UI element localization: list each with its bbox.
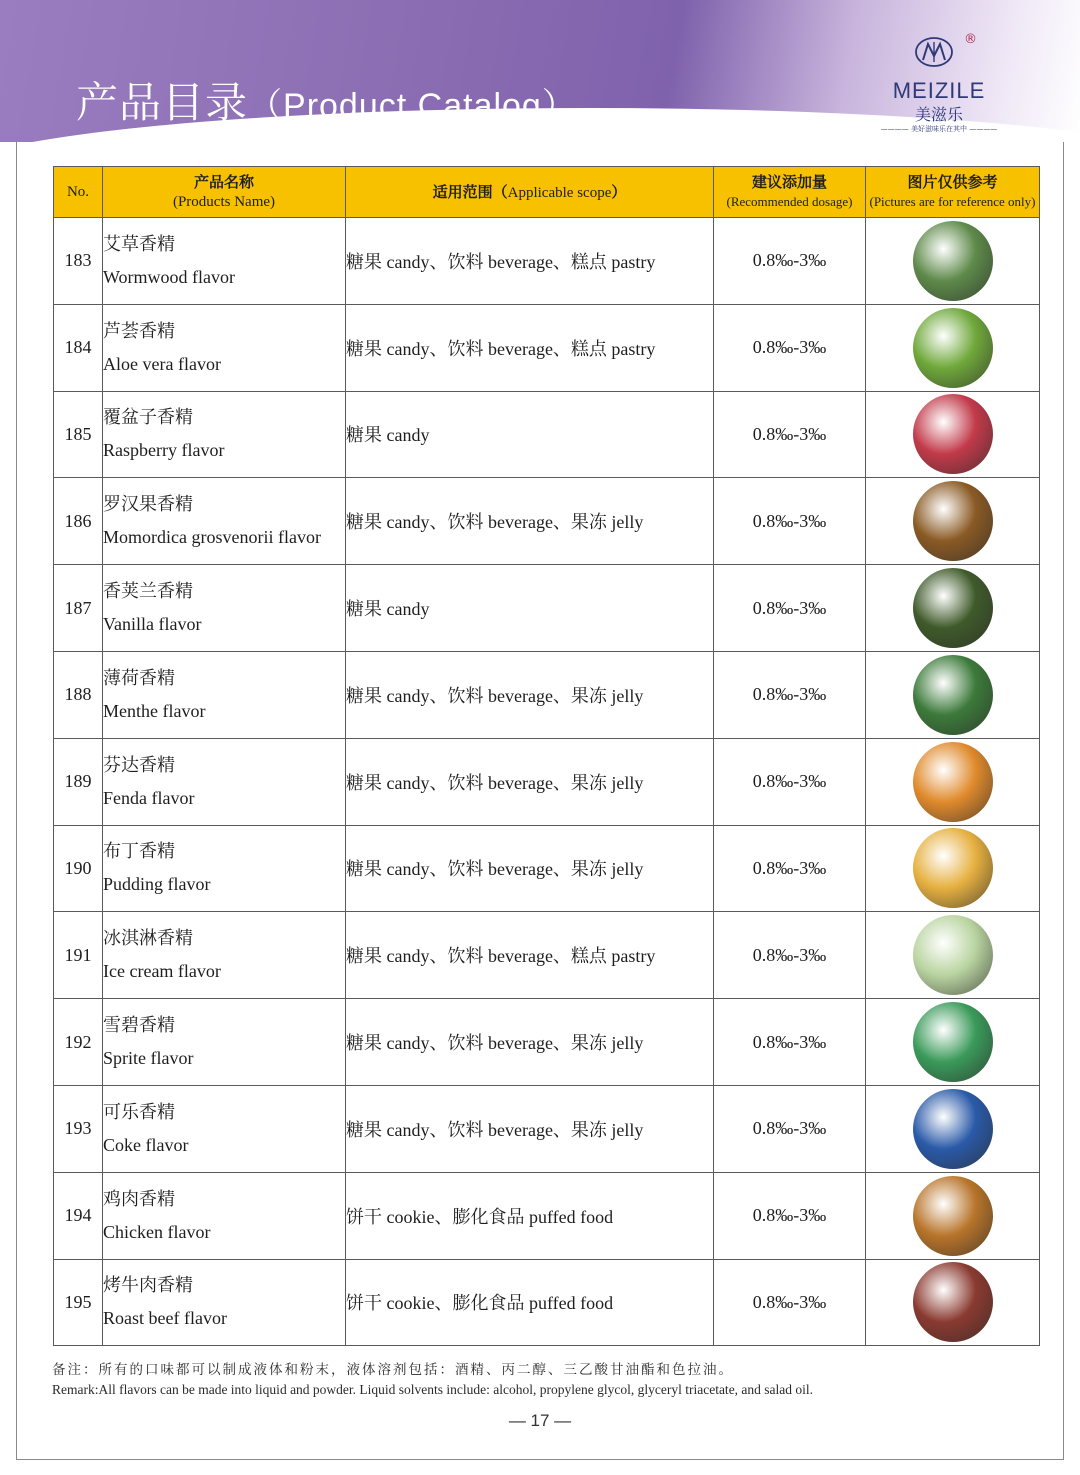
monk-fruit-icon <box>913 481 993 561</box>
product-number: 186 <box>54 478 103 565</box>
product-number: 185 <box>54 391 103 478</box>
remark-en: Remark:All flavors can be made into liquid and powder. Liquid solvents include: alcohol, propylene glycol, glyceryl triacetate, and salad oil. <box>52 1382 814 1397</box>
applicable-scope: 糖果 candy、饮料 beverage、果冻 jelly <box>346 478 714 565</box>
mint-leaves-icon <box>913 655 993 735</box>
product-name-en: Sprite flavor <box>103 1048 194 1069</box>
table-header-row <box>54 167 1040 218</box>
product-name-en: Pudding flavor <box>103 874 211 895</box>
product-number: 194 <box>54 1172 103 1259</box>
table-row <box>54 1172 1040 1259</box>
header-dosage-en: (Recommended dosage) <box>726 194 853 209</box>
table-row <box>54 391 1040 478</box>
page-title-cn: 产品目录 <box>76 78 249 127</box>
product-catalog-table <box>53 166 1040 1346</box>
product-name <box>103 825 346 912</box>
brand-slogan <box>880 124 998 134</box>
header-picture <box>866 167 1040 218</box>
product-name-cn: 芬达香精 <box>103 754 175 776</box>
header-scope-close: ） <box>611 182 627 201</box>
recommended-dosage: 0.8‰-3‰ <box>714 565 866 652</box>
applicable-scope: 糖果 candy、饮料 beverage、果冻 jelly <box>346 825 714 912</box>
slogan-rule-right: ———— <box>967 125 998 133</box>
header-picture-cn: 图片仅供参考 <box>907 173 998 191</box>
product-name-cn: 布丁香精 <box>103 841 175 863</box>
product-name-en: Momordica grosvenorii flavor <box>103 527 321 548</box>
vanilla-flower-icon <box>913 568 993 648</box>
product-number: 188 <box>54 651 103 738</box>
applicable-scope: 饼干 cookie、膨化食品 puffed food <box>346 1172 714 1259</box>
recommended-dosage: 0.8‰-3‰ <box>714 218 866 305</box>
product-number: 191 <box>54 912 103 999</box>
header-picture-en: (Pictures are for reference only) <box>869 194 1036 209</box>
ice-cream-cones-icon <box>913 915 993 995</box>
remark-cn: 备注：所有的口味都可以制成液体和粉末，液体溶剂包括：酒精、丙二醇、三乙酸甘油酯和色拉油。 <box>52 1362 734 1378</box>
recommended-dosage: 0.8‰-3‰ <box>714 912 866 999</box>
roast-chicken-icon <box>913 1176 993 1256</box>
header-dosage-cn: 建议添加量 <box>751 173 827 191</box>
product-name <box>103 999 346 1086</box>
product-name <box>103 738 346 825</box>
product-name-en: Aloe vera flavor <box>103 353 221 374</box>
table-row <box>54 565 1040 652</box>
product-name-cn: 薄荷香精 <box>103 667 175 689</box>
table-row <box>54 1085 1040 1172</box>
header-scope-cn: 适用范围（ <box>432 182 508 201</box>
wormwood-leaves-icon <box>913 221 993 301</box>
applicable-scope: 糖果 candy <box>346 565 714 652</box>
applicable-scope: 饼干 cookie、膨化食品 puffed food <box>346 1259 714 1346</box>
recommended-dosage: 0.8‰-3‰ <box>714 1259 866 1346</box>
product-name-en: Ice cream flavor <box>103 961 221 982</box>
applicable-scope: 糖果 candy、饮料 beverage、果冻 jelly <box>346 1085 714 1172</box>
applicable-scope: 糖果 candy、饮料 beverage、果冻 jelly <box>346 738 714 825</box>
product-number: 193 <box>54 1085 103 1172</box>
product-name <box>103 391 346 478</box>
header-product-name-cn: 产品名称 <box>193 173 254 191</box>
table-header <box>54 167 1040 218</box>
header-dosage <box>714 167 866 218</box>
registered-mark: ® <box>964 32 977 47</box>
brand-name-cn: 美滋乐 <box>914 105 963 124</box>
applicable-scope: 糖果 candy <box>346 391 714 478</box>
header-product-name <box>103 167 346 218</box>
reference-picture-cell <box>866 478 1040 565</box>
product-name <box>103 1085 346 1172</box>
orange-soda-pour-icon <box>913 742 993 822</box>
product-name-cn: 烤牛肉香精 <box>103 1275 193 1297</box>
reference-picture-cell <box>866 651 1040 738</box>
product-number: 190 <box>54 825 103 912</box>
recommended-dosage: 0.8‰-3‰ <box>714 1085 866 1172</box>
recommended-dosage: 0.8‰-3‰ <box>714 999 866 1086</box>
recommended-dosage: 0.8‰-3‰ <box>714 478 866 565</box>
reference-picture-cell <box>866 391 1040 478</box>
table-row <box>54 738 1040 825</box>
brand-mark-icon <box>914 36 954 68</box>
header-scope-en: Applicable scope <box>507 184 612 201</box>
aloe-vera-plant-icon <box>913 308 993 388</box>
applicable-scope: 糖果 candy、饮料 beverage、果冻 jelly <box>346 999 714 1086</box>
recommended-dosage: 0.8‰-3‰ <box>714 651 866 738</box>
product-name-en: Chicken flavor <box>103 1221 211 1242</box>
product-name-cn: 芦荟香精 <box>103 320 175 342</box>
product-name-en: Coke flavor <box>103 1134 189 1155</box>
applicable-scope: 糖果 candy、饮料 beverage、果冻 jelly <box>346 651 714 738</box>
recommended-dosage: 0.8‰-3‰ <box>714 1172 866 1259</box>
header-scope <box>346 167 714 218</box>
product-name-en: Vanilla flavor <box>103 614 202 635</box>
table-row <box>54 825 1040 912</box>
product-name <box>103 1259 346 1346</box>
cola-cups-icon <box>913 1089 993 1169</box>
brand-name-en: MEIZILE <box>892 78 986 103</box>
table-row <box>54 651 1040 738</box>
table-row <box>54 1259 1040 1346</box>
product-name-en: Fenda flavor <box>103 787 195 808</box>
product-name <box>103 565 346 652</box>
product-name-cn: 艾草香精 <box>103 233 175 255</box>
brand-logo <box>880 32 998 136</box>
header-no-label: No. <box>66 184 90 200</box>
table-row <box>54 912 1040 999</box>
reference-picture-cell <box>866 738 1040 825</box>
product-number: 184 <box>54 304 103 391</box>
product-name-cn: 冰淇淋香精 <box>103 928 193 950</box>
product-name <box>103 1172 346 1259</box>
product-name-cn: 雪碧香精 <box>103 1015 175 1037</box>
table-row <box>54 478 1040 565</box>
product-name <box>103 478 346 565</box>
page-title <box>76 70 577 130</box>
header-no <box>54 167 103 218</box>
applicable-scope: 糖果 candy、饮料 beverage、糕点 pastry <box>346 218 714 305</box>
header-product-name-en: (Products Name) <box>172 194 276 210</box>
product-name <box>103 218 346 305</box>
reference-picture-cell <box>866 825 1040 912</box>
table-row <box>54 304 1040 391</box>
recommended-dosage: 0.8‰-3‰ <box>714 391 866 478</box>
product-number: 183 <box>54 218 103 305</box>
product-name-en: Raspberry flavor <box>103 440 225 461</box>
reference-picture-cell <box>866 304 1040 391</box>
product-name-en: Wormwood flavor <box>103 266 236 287</box>
reference-picture-cell <box>866 1172 1040 1259</box>
product-number: 187 <box>54 565 103 652</box>
caramel-pudding-icon <box>913 828 993 908</box>
recommended-dosage: 0.8‰-3‰ <box>714 738 866 825</box>
product-number: 195 <box>54 1259 103 1346</box>
raspberries-icon <box>913 394 993 474</box>
product-name-cn: 罗汉果香精 <box>103 494 193 516</box>
product-name <box>103 651 346 738</box>
slogan-text: 美好滋味乐在其中 <box>911 125 967 133</box>
recommended-dosage: 0.8‰-3‰ <box>714 304 866 391</box>
table-row <box>54 999 1040 1086</box>
slogan-rule-left: ———— <box>880 125 911 133</box>
product-name-cn: 香荚兰香精 <box>103 581 193 603</box>
product-name-cn: 可乐香精 <box>103 1101 175 1123</box>
reference-picture-cell <box>866 1259 1040 1346</box>
product-number: 189 <box>54 738 103 825</box>
reference-picture-cell <box>866 565 1040 652</box>
reference-picture-cell <box>866 218 1040 305</box>
page-title-en: （Product Catalog） <box>248 87 577 125</box>
applicable-scope: 糖果 candy、饮料 beverage、糕点 pastry <box>346 304 714 391</box>
product-name-cn: 覆盆子香精 <box>103 407 193 429</box>
recommended-dosage: 0.8‰-3‰ <box>714 825 866 912</box>
product-number: 192 <box>54 999 103 1086</box>
table-body <box>54 218 1040 1346</box>
applicable-scope: 糖果 candy、饮料 beverage、糕点 pastry <box>346 912 714 999</box>
roast-beef-slices-icon <box>913 1262 993 1342</box>
remark-note <box>52 1360 1042 1400</box>
lemon-lime-soda-can-icon <box>913 1002 993 1082</box>
reference-picture-cell <box>866 1085 1040 1172</box>
product-name <box>103 912 346 999</box>
table-row <box>54 218 1040 305</box>
product-name-en: Roast beef flavor <box>103 1308 227 1329</box>
product-name-cn: 鸡肉香精 <box>103 1188 175 1210</box>
reference-picture-cell <box>866 912 1040 999</box>
product-name <box>103 304 346 391</box>
reference-picture-cell <box>866 999 1040 1086</box>
page-number: — 17 — <box>508 1411 572 1430</box>
product-name-en: Menthe flavor <box>103 700 206 721</box>
